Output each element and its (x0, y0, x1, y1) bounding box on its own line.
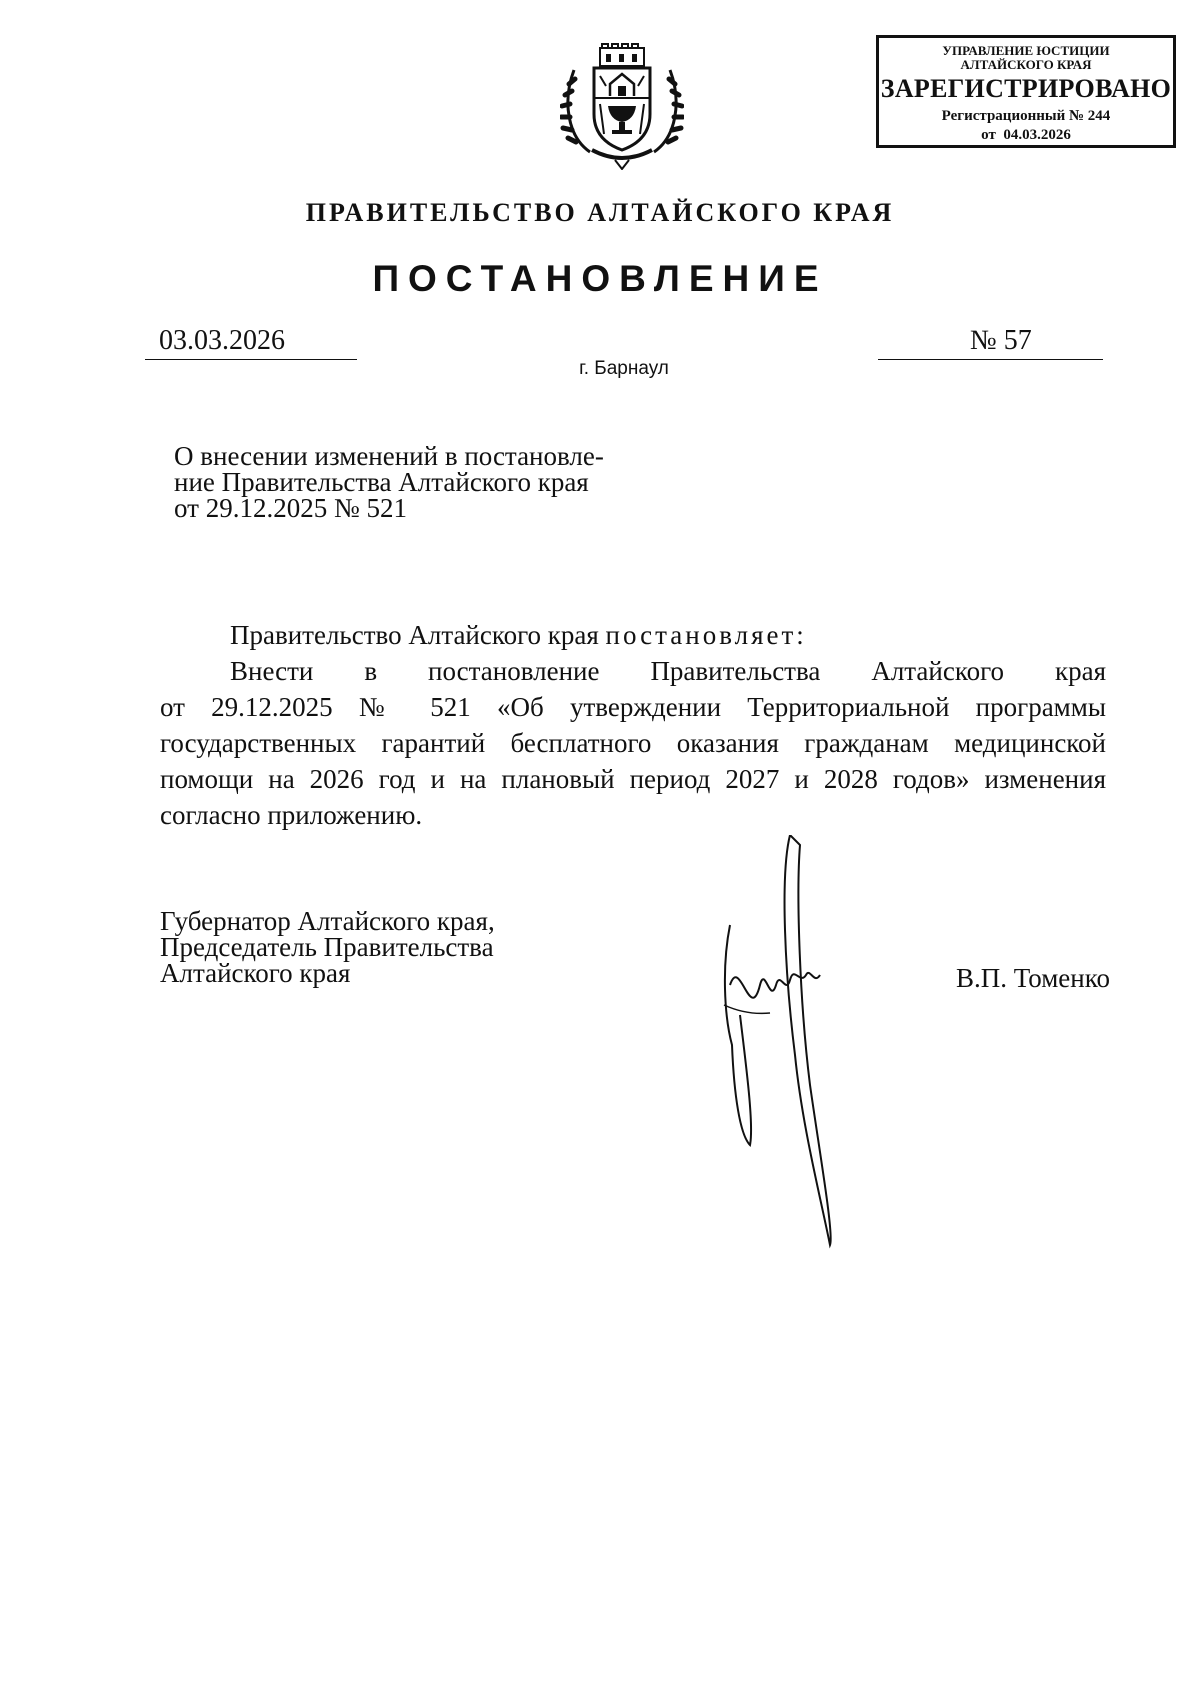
stamp-line-1: УПРАВЛЕНИЕ ЮСТИЦИИ (942, 43, 1110, 58)
signatory-title-line: Алтайского края (160, 958, 351, 988)
preamble-colon: : (796, 620, 804, 650)
handwritten-signature-icon (710, 835, 880, 1255)
document-number: № 57 (878, 323, 1103, 360)
document-city: г. Барнаул (579, 358, 669, 379)
stamp-reg-number: Регистрационный № 244 (941, 108, 1111, 124)
body-line: согласно приложению. (160, 800, 423, 830)
document-type: ПОСТАНОВЛЕНИЕ (372, 258, 828, 299)
registration-stamp (876, 35, 1176, 148)
subject-line: О внесении изменений в постановле- (174, 441, 604, 471)
signatory-title (160, 908, 580, 986)
subject-line: ние Правительства Алтайского края (174, 467, 589, 497)
stamp-reg-date: от 04.03.2026 (981, 127, 1071, 143)
stamp-line-2: АЛТАЙСКОГО КРАЯ (960, 57, 1092, 72)
signatory-title-line: Губернатор Алтайского края, (160, 906, 495, 936)
stamp-status: ЗАРЕГИСТРИРОВАНО (880, 74, 1172, 103)
coat-of-arms-icon (560, 42, 684, 170)
government-title: ПРАВИТЕЛЬСТВО АЛТАЙСКОГО КРАЯ (305, 198, 895, 227)
document-date: 03.03.2026 (145, 323, 357, 360)
signatory-name: В.П. Томенко (956, 963, 1110, 993)
preamble-text: Правительство Алтайского края (230, 620, 606, 650)
preamble (230, 617, 804, 653)
preamble-decree-word: постановляет (605, 620, 797, 650)
body-line: государственных гарантий бесплатного оказания гражданам медицинской (160, 728, 1106, 758)
body-line: от 29.12.2025 № 521 «Об утверждении Территориальной программы (160, 692, 1106, 722)
subject-line: от 29.12.2025 № 521 (174, 493, 407, 523)
body-line: Внести в постановление Правительства Алтайского края (230, 656, 1106, 686)
document-subject (174, 443, 644, 521)
signatory-title-line: Председатель Правительства (160, 932, 494, 962)
body-line: помощи на 2026 год и на плановый период 2027 и 2028 годов» изменения (160, 764, 1106, 794)
